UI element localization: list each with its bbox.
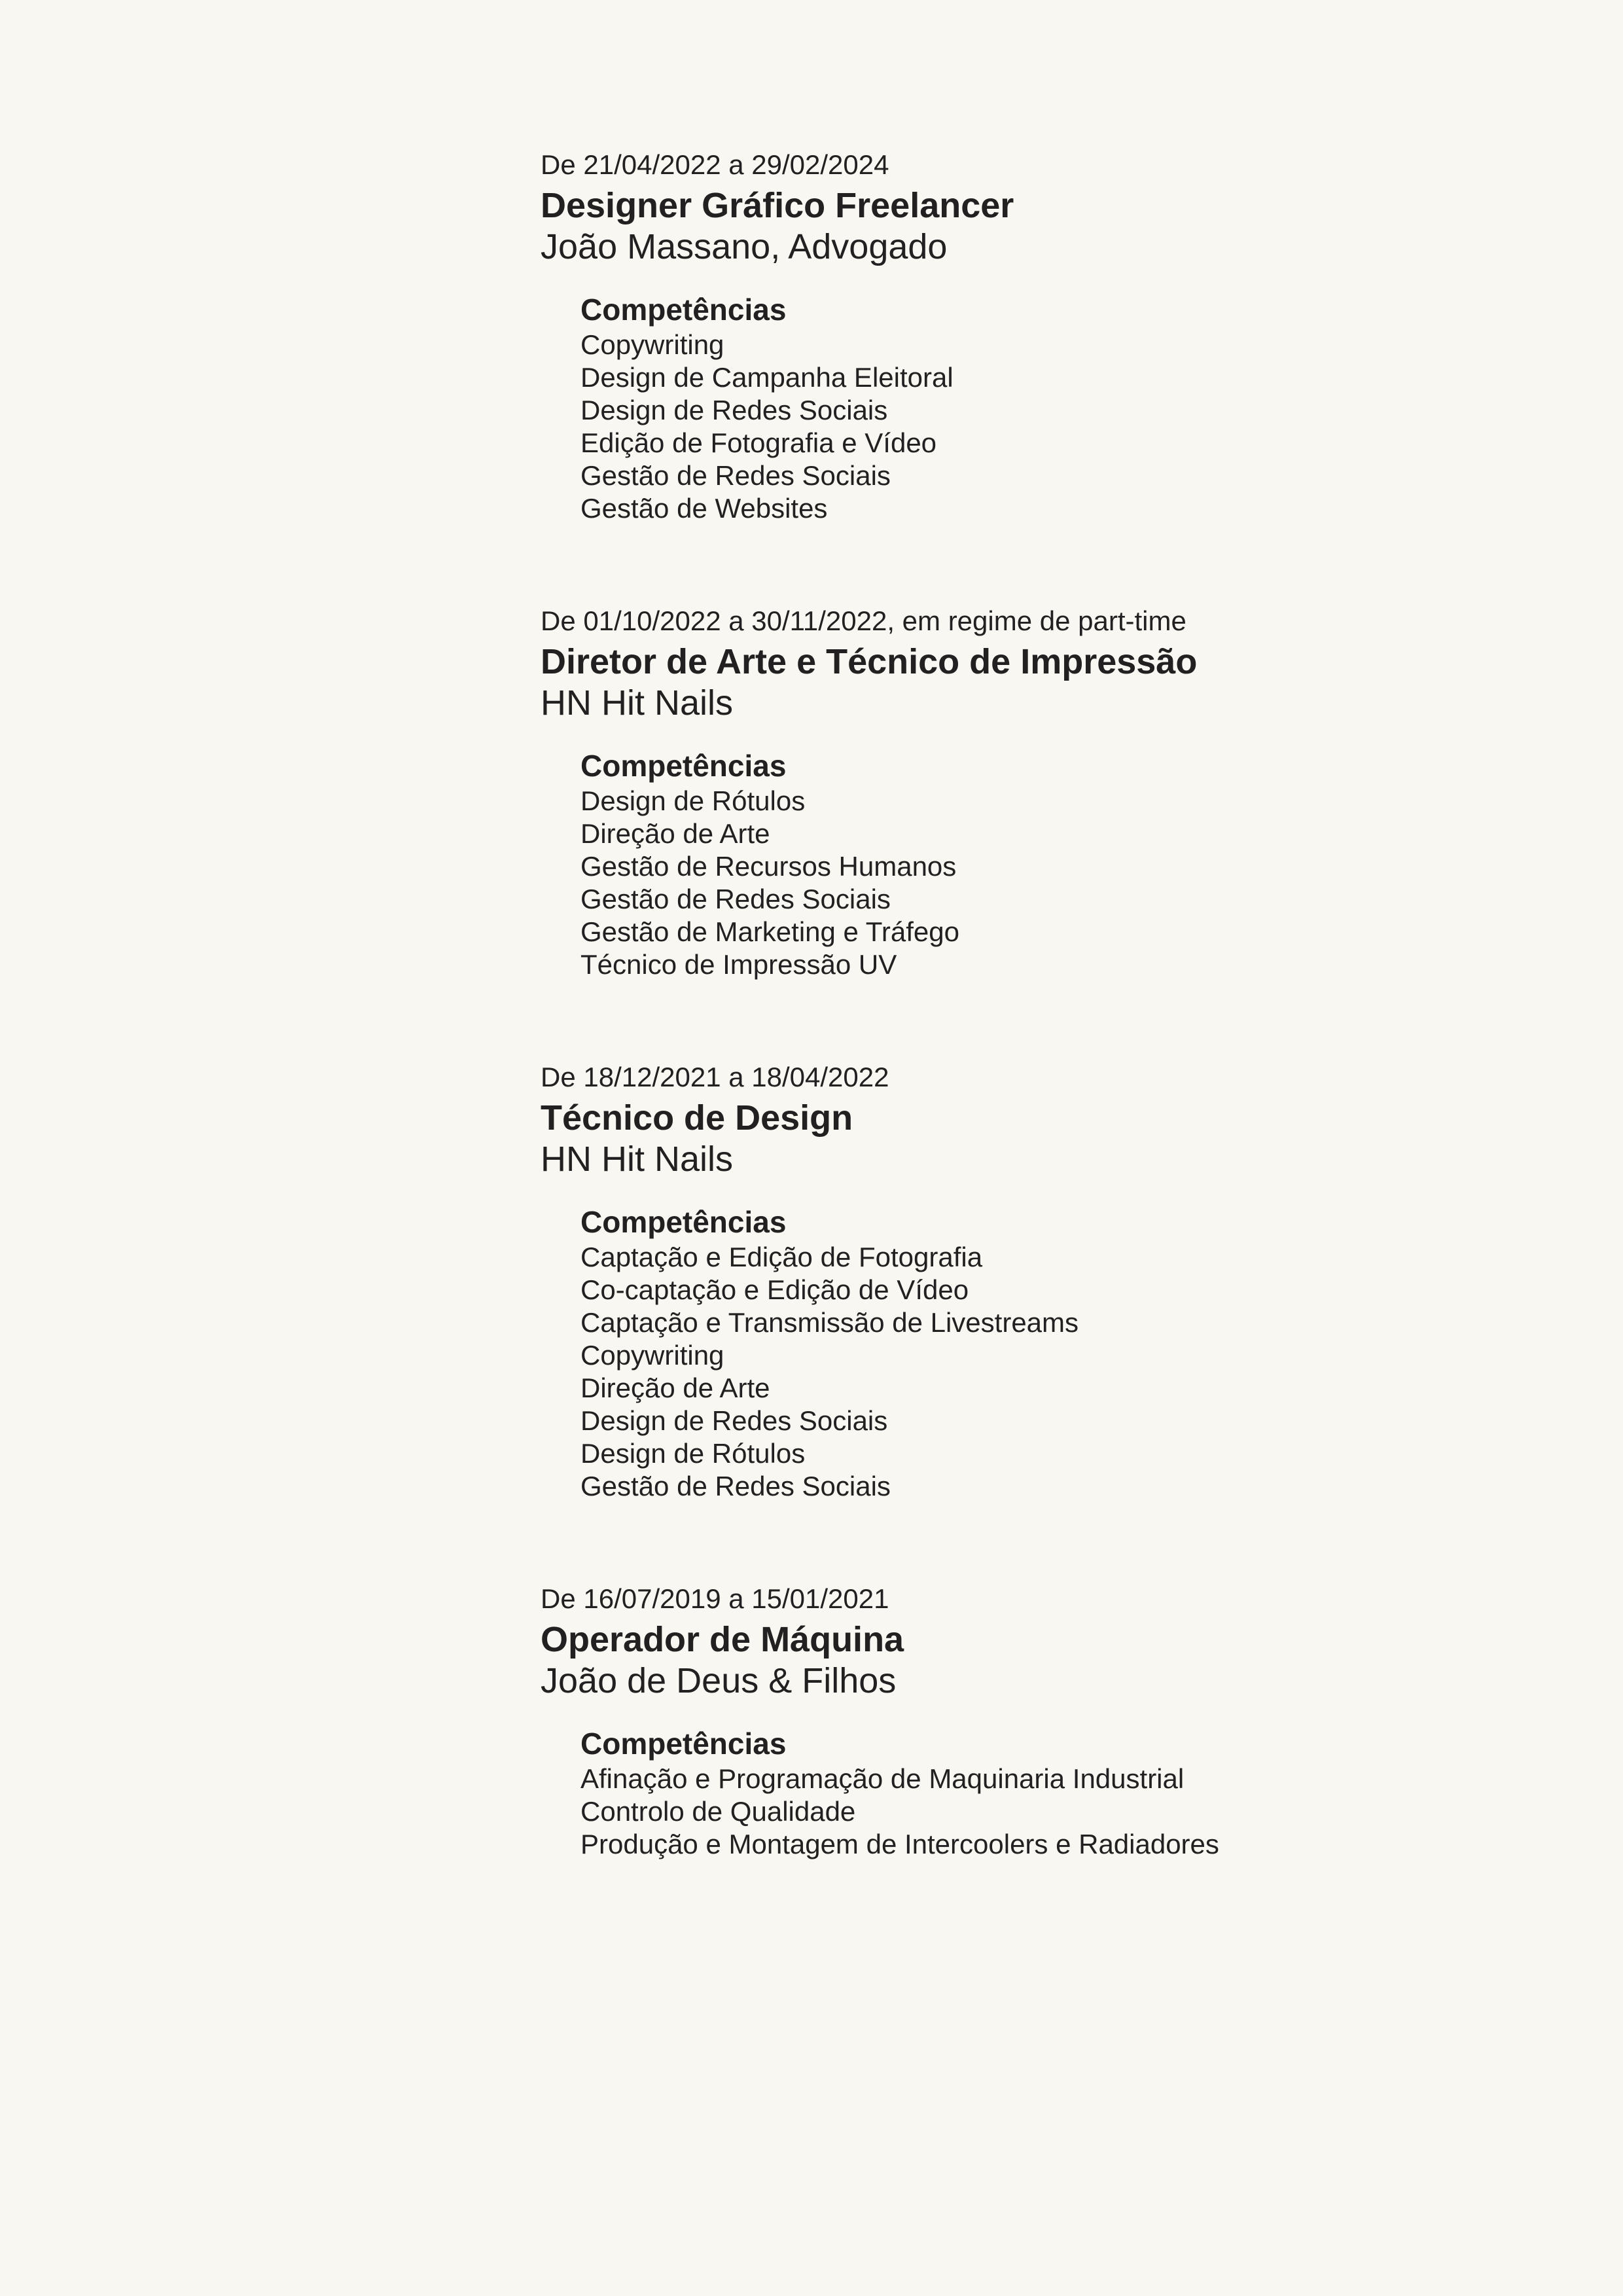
- skill-item: Afinação e Programação de Maquinaria Industrial: [580, 1763, 1185, 1794]
- skill-item: Design de Redes Sociais: [580, 395, 888, 425]
- employer-name: João de Deus & Filhos: [541, 1661, 897, 1700]
- employment-period: De 21/04/2022 a 29/02/2024: [541, 149, 889, 180]
- skills-list: [580, 1763, 1391, 1861]
- skill-item: Gestão de Websites: [580, 493, 828, 524]
- skills-block: [580, 747, 1391, 981]
- employment-period: De 18/12/2021 a 18/04/2022: [541, 1062, 889, 1092]
- job-title: Operador de Máquina: [541, 1620, 904, 1659]
- skill-item: Copywriting: [580, 329, 724, 360]
- skill-item: Copywriting: [580, 1340, 724, 1371]
- skill-item: Design de Rótulos: [580, 1438, 806, 1469]
- skill-item: Design de Rótulos: [580, 785, 806, 816]
- skill-item: Técnico de Impressão UV: [580, 949, 897, 980]
- skill-item: Co-captação e Edição de Vídeo: [580, 1274, 969, 1305]
- skills-list: [580, 1241, 1391, 1503]
- skill-item: Gestão de Marketing e Tráfego: [580, 916, 959, 947]
- skills-heading: Competências: [580, 1205, 787, 1239]
- skill-item: Gestão de Redes Sociais: [580, 884, 891, 914]
- skills-list: [580, 785, 1391, 981]
- skill-item: Direção de Arte: [580, 818, 770, 849]
- job-title: Designer Gráfico Freelancer: [541, 186, 1014, 225]
- job-title: Diretor de Arte e Técnico de Impressão: [541, 642, 1198, 681]
- employer-name: João Massano, Advogado: [541, 227, 948, 266]
- skills-heading: Competências: [580, 293, 787, 327]
- skills-block: [580, 1203, 1391, 1503]
- employment-period: De 16/07/2019 a 15/01/2021: [541, 1583, 889, 1614]
- skill-item: Produção e Montagem de Intercoolers e Radiadores: [580, 1829, 1219, 1859]
- skills-block: [580, 291, 1391, 525]
- skills-heading: Competências: [580, 749, 787, 783]
- skill-item: Direção de Arte: [580, 1372, 770, 1403]
- experience-entry: [541, 1058, 1391, 1503]
- skill-item: Captação e Transmissão de Livestreams: [580, 1307, 1079, 1338]
- employer-name: HN Hit Nails: [541, 1139, 734, 1179]
- experience-entry: [541, 1579, 1391, 1861]
- skills-list: [580, 329, 1391, 525]
- experience-entry: [541, 145, 1391, 525]
- employment-period: De 01/10/2022 a 30/11/2022, em regime de part-time: [541, 605, 1186, 636]
- skill-item: Design de Redes Sociais: [580, 1405, 888, 1436]
- experience-entry: [541, 601, 1391, 981]
- experience-list: [541, 145, 1391, 1861]
- skill-item: Gestão de Redes Sociais: [580, 1471, 891, 1501]
- skill-item: Gestão de Redes Sociais: [580, 460, 891, 491]
- job-title: Técnico de Design: [541, 1098, 853, 1138]
- skill-item: Controlo de Qualidade: [580, 1796, 856, 1827]
- skills-heading: Competências: [580, 1727, 787, 1761]
- skill-item: Gestão de Recursos Humanos: [580, 851, 957, 882]
- skill-item: Design de Campanha Eleitoral: [580, 362, 954, 393]
- skills-block: [580, 1725, 1391, 1861]
- employer-name: HN Hit Nails: [541, 683, 734, 723]
- skill-item: Captação e Edição de Fotografia: [580, 1242, 983, 1272]
- skill-item: Edição de Fotografia e Vídeo: [580, 427, 937, 458]
